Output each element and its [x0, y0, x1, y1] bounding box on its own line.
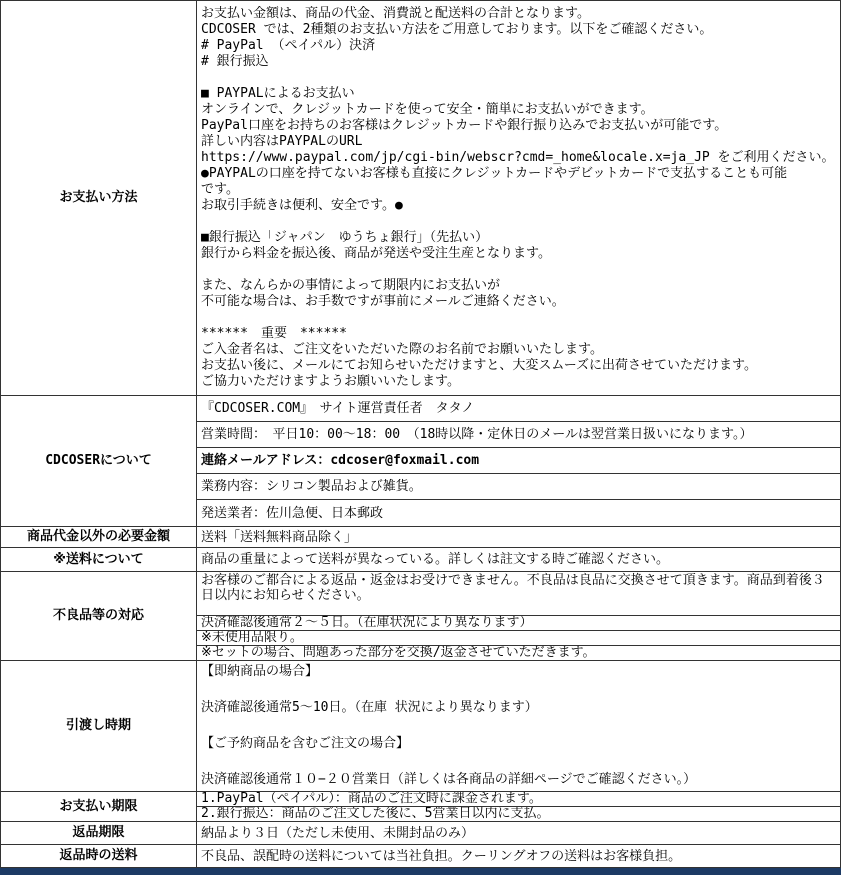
row-content [197, 792, 840, 821]
row-label: お支払い方法 [1, 1, 197, 395]
content-line: お支払い後に、メールにてお知らせいただけますと、大変スムーズに出荷させていただけます。 [201, 358, 758, 373]
content-line: お支払い金額は、商品の代金、消費説と配送料の合計となります。 [201, 6, 590, 21]
row-shipping-note [1, 548, 840, 572]
row-defective-handling [1, 572, 840, 661]
content-subrow: 2.銀行振込：商品のご注文した後に、5営業日以内に支払。 [201, 807, 550, 821]
content-line: ご協力いただけますようお願いいたします。 [201, 374, 460, 389]
row-label: ※送料について [1, 548, 197, 571]
content-subrow: 1.PayPal（ペイパル）：商品のご注文時に課金されます。 [197, 792, 840, 807]
content-line: 【即納商品の場合】 [201, 664, 319, 679]
content-line [201, 681, 836, 699]
shipping-carrier-line: 発送業者：佐川急便、日本郵政 [201, 505, 384, 521]
content-subrow: お客様のご都合による返品・返金はお受けできません。不良品は良品に交換させて頂きます。商品到着後３日以内にお知らせください。 [197, 572, 840, 616]
content-line: 【ご予約商品を含むご注文の場合】 [201, 736, 410, 751]
business-hours-line: 営業時間： 平日10：00〜18：00 （18時以降・定休日のメールは翌営業日扱いになります。） [197, 422, 840, 448]
content-line: 納品より３日（ただし未使用、未開封品のみ） [201, 825, 475, 841]
content-line: CDCOSER では、2種類のお支払い方法をご用意しております。以下をご確認ください。 [201, 22, 713, 37]
content-line: 銀行から料金を振込後、商品が発送や受注生産となります。 [201, 246, 551, 261]
row-content [197, 527, 840, 547]
content-line: # 銀行振込 [201, 54, 269, 69]
content-line [201, 214, 836, 230]
row-return-deadline [1, 822, 840, 845]
row-label: お支払い期限 [1, 792, 197, 821]
content-line [201, 717, 836, 735]
business-content-line: 業務内容：シリコン製品および雑貨。 [197, 474, 840, 500]
row-content [197, 1, 840, 395]
row-label: 不良品等の対応 [1, 572, 197, 660]
content-line: 不可能な場合は、お手数ですが事前にメールご連絡ください。 [201, 294, 565, 309]
row-about [1, 396, 840, 527]
row-content [197, 396, 840, 526]
row-content [197, 845, 840, 867]
contact-email-line: 連絡メールアドレス：cdcoser@foxmail.com [197, 448, 840, 474]
content-line: # PayPal （ペイパル）決済 [201, 38, 376, 53]
content-line: ■ PAYPALによるお支払い [201, 86, 355, 101]
content-line: 不良品、誤配時の送料については当社負担。クーリングオフの送料はお客様負担。 [201, 848, 682, 864]
content-line: お取引手続きは便利、安全です。● [201, 198, 403, 213]
payment-method-text [197, 1, 840, 395]
row-payment-deadline [1, 792, 840, 822]
row-label: 引渡し時期 [1, 661, 197, 791]
content-line [201, 262, 836, 278]
content-subrow: ※未使用品限り。 [197, 631, 840, 646]
row-delivery-time [1, 661, 840, 792]
row-label: 商品代金以外の必要金額 [1, 527, 197, 547]
content-line: ご入金者名は、ご注文をいただいた際のお名前でお願いいたします。 [201, 342, 603, 357]
content-line: ●PAYPALの口座を持てないお客様も直接にクレジットカードやデビットカードで支払することも可能 [201, 166, 788, 181]
row-extra-fees [1, 527, 840, 548]
content-line: 詳しい内容はPAYPALのURL [201, 134, 363, 149]
site-operator-line: 『CDCOSER.COM』 サイト運営責任者 タタノ [197, 396, 840, 422]
content-line: です。 [201, 182, 239, 197]
row-label: CDCOSERについて [1, 396, 197, 526]
row-content [197, 822, 840, 844]
row-return-shipping [1, 845, 840, 868]
content-subrow: 決済確認後通常２〜５日。（在庫状況により異なります） [197, 616, 840, 631]
row-content [197, 572, 840, 660]
content-line: 商品の重量によって送料が異なっている。詳しくは註文する時ご確認ください。 [201, 552, 670, 567]
content-line [201, 310, 836, 326]
content-subrow: ※セットの場合、問題あった部分を交換/返金させていただきます。 [201, 646, 596, 660]
content-line: ****** 重要 ****** [201, 326, 347, 341]
content-line: また、なんらかの事情によって期限内にお支払いが [201, 278, 501, 293]
paypal-url-line: https://www.paypal.com/jp/cgi-bin/webscr?cmd=_home&locale.x=ja_JP をご利用ください。 [201, 150, 835, 165]
footer-bar [0, 868, 841, 875]
content-line: 送料「送料無料商品除く」 [201, 529, 358, 545]
row-payment-method [1, 1, 840, 396]
content-line: ■銀行振込「ジャパン ゆうちょ銀行」（先払い） [201, 230, 489, 245]
content-line [201, 70, 836, 86]
row-label: 返品時の送料 [1, 845, 197, 867]
row-content [197, 548, 840, 571]
content-line: オンラインで、クレジットカードを使って安全・簡単にお支払いができます。 [201, 102, 654, 117]
row-content [197, 661, 840, 791]
content-line [201, 753, 836, 771]
content-line: 決済確認後通常5〜10日。（在庫 状況により異なります） [201, 700, 538, 715]
row-label: 返品期限 [1, 822, 197, 844]
content-line: 決済確認後通常１０−２０営業日（詳しくは各商品の詳細ページでご確認ください。） [201, 772, 697, 787]
content-line: PayPal口座をお持ちのお客様はクレジットカードや銀行振り込みでお支払いが可能です。 [201, 118, 728, 133]
delivery-time-text [197, 661, 840, 791]
